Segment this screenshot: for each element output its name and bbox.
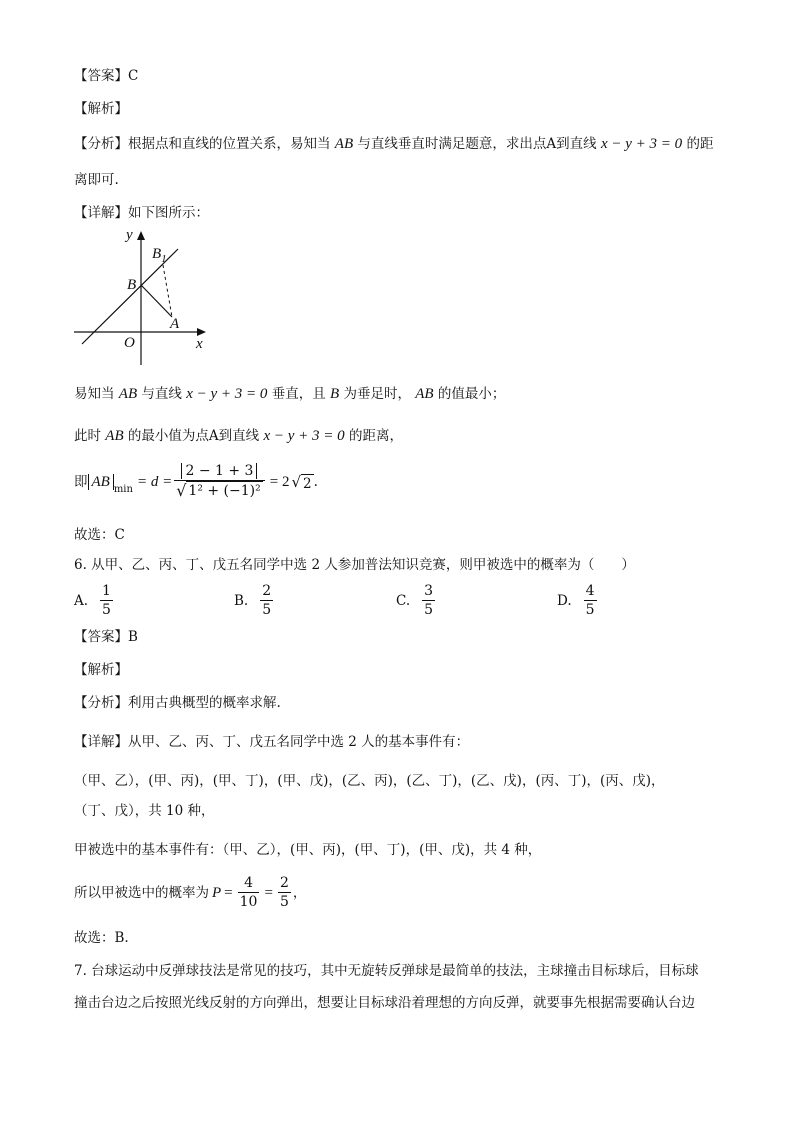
q6-events-1: （甲、乙），(甲、丙)，(甲、丁)，(甲、戊)，(乙、丙)，(乙、丁)，(乙、戊)，(丙、丁)，(丙、戊)， [74,773,665,789]
q5-answer: 【答案】C [74,68,139,84]
q6-analysis: 【分析】利用古典概型的概率求解. [74,695,281,711]
q5-detail: 【详解】如下图所示： [74,205,209,221]
y-axis-arrow [137,231,145,240]
q5-line2: 此时 AB 的最小值为点A到直线 x − y + 3 = 0 的距离， [74,428,403,444]
q5-analysis-cont: 离即可. [74,172,119,188]
label-O: O [124,335,135,351]
label-A: A [170,316,180,332]
q6-option-a: A. $\frac{1}{5}$ [74,583,111,618]
q6-option-d: D. $\frac{4}{5}$ [557,583,595,618]
q6-detail: 【详解】从甲、乙、丙、丁、戊五名同学中选 2 人的基本事件有： [74,734,470,750]
q7-line-1: 7. 台球运动中反弹球技法是常见的技巧，其中无旋转反弹球是最简单的技法，主球撞击目标球后，目标球 [74,963,699,979]
q5-formula: 即 AB min = d = 2 − 1 + 3 √ 1² + (−1)² = 2 √ 2 . [74,463,318,500]
q6-option-c: C. $\frac{3}{5}$ [396,583,434,618]
q7-line-2: 撞击台边之后按照光线反射的方向弹出，想要让目标球沿着理想的方向反弹，就要事先根据需要确认台边 [74,995,695,1011]
label-B: B [127,277,137,293]
q5-jiexi: 【解析】 [74,101,128,117]
q5-conclusion: 故选：C [74,527,125,543]
q6-option-b: B. $\frac{2}{5}$ [234,583,272,618]
label-x: x [196,336,203,352]
distance-fraction: 2 − 1 + 3 √ 1² + (−1)² [174,462,265,501]
label-y: y [126,227,133,243]
q6-probability: 所以甲被选中的概率为 P = $\frac{4}{10}$ = $\frac{2}{5}$ ， [74,875,307,910]
q6-events-2: （丁、戊），共 10 种， [74,803,215,819]
q6-chosen-events: 甲被选中的基本事件有：（甲、乙），(甲、丙)，(甲、丁)，(甲、戊)，共 4 种， [74,842,542,858]
q6-conclusion: 故选：B. [74,930,129,946]
label-B1: $B_1$ [152,246,167,265]
q6-jiexi: 【解析】 [74,662,128,678]
coordinate-diagram [66,225,216,373]
q5-line1: 易知当 AB 与直线 x − y + 3 = 0 垂直，且 B 为垂足时， AB 的值最小； [74,386,506,402]
x-axis-arrow [197,328,206,336]
q6-stem: 6. 从甲、乙、丙、丁、戊五名同学中选 2 人参加普法知识竞赛，则甲被选中的概率为（ ） [74,557,635,573]
q5-analysis: 【分析】根据点和直线的位置关系，易知当 AB 与直线垂直时满足题意，求出点A到直线 x − y + 3 = 0 的距 [74,136,714,152]
q6-answer: 【答案】B [74,629,138,645]
